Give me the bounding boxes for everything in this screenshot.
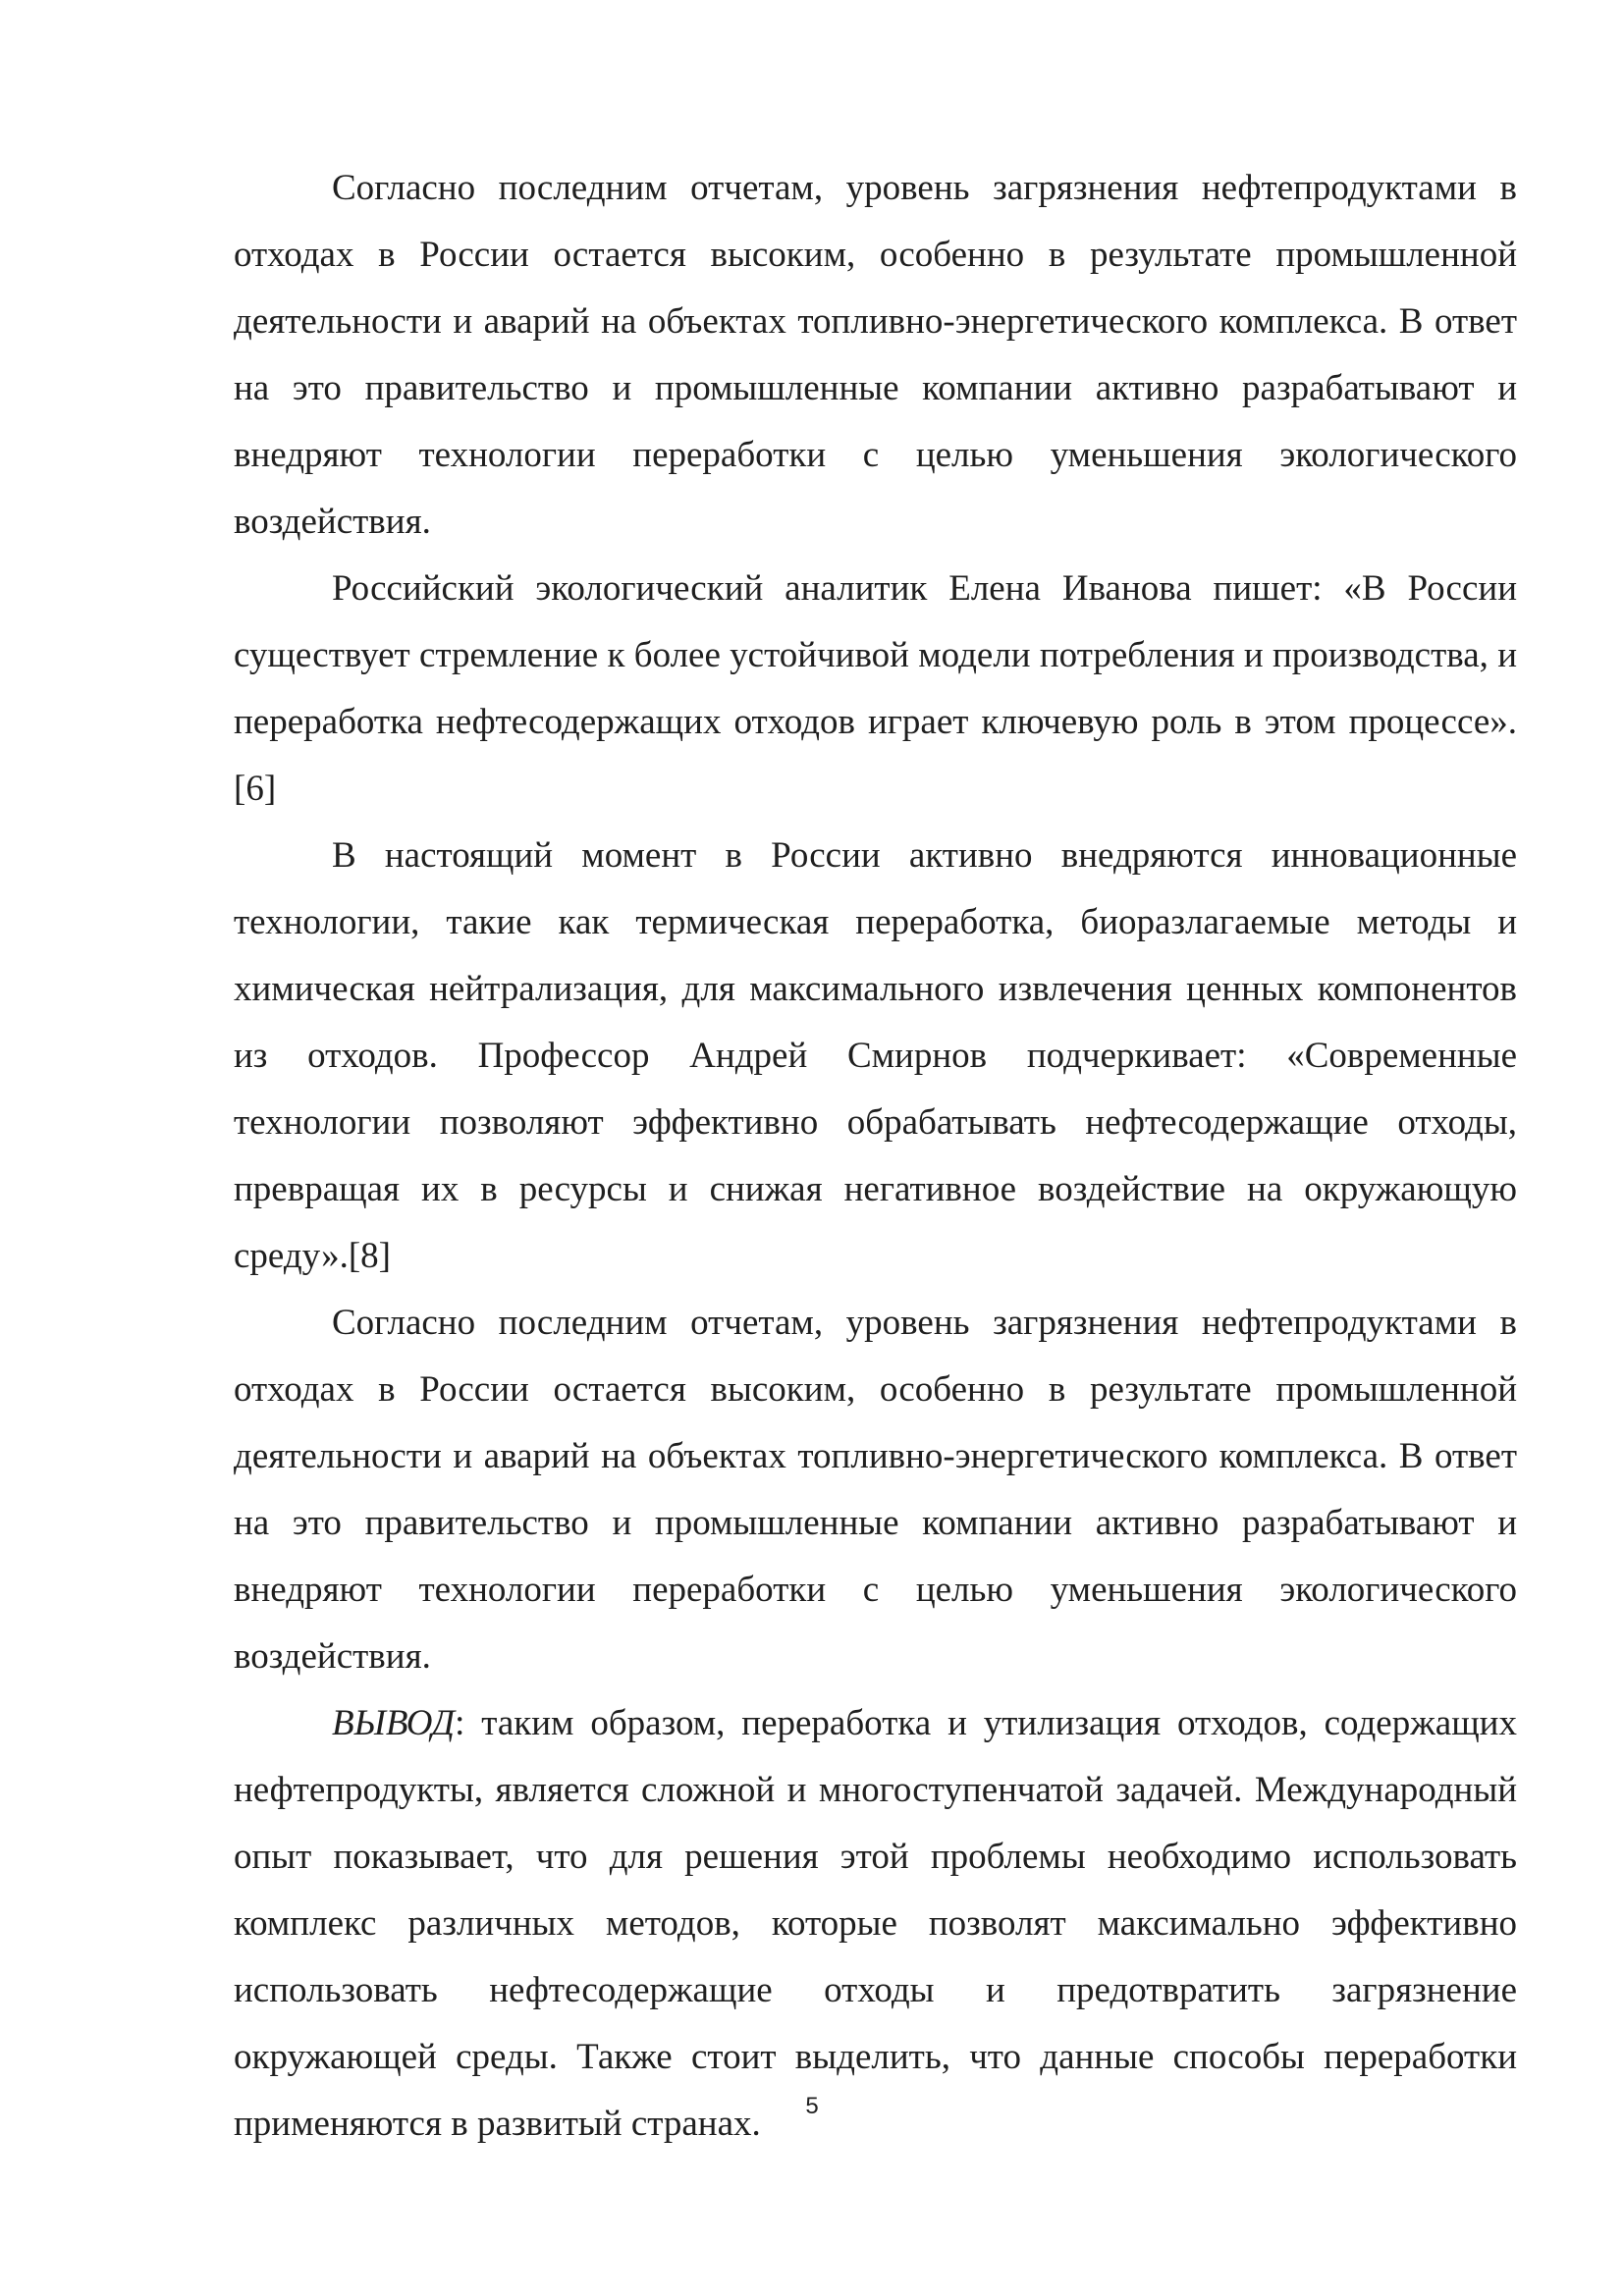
paragraph-innovative-technologies: В настоящий момент в России активно внедряются инновационные технологии, такие как термическая переработка, биоразлагаемые методы и химическая нейтрализация, для максимального извлечения ценных компонентов из отходов. Профессор Андрей Смирнов подчеркивает: «Современные технологии позволяют эффективно обрабатывать нефтесодержащие отходы, превращая их в ресурсы и снижая негативное воздействие на окружающую среду».[8] — [234, 835, 1517, 1276]
body-text — [234, 155, 1517, 2158]
page-number: 5 — [805, 2093, 819, 2119]
paragraph-pollution-reports-repeat: Согласно последним отчетам, уровень загрязнения нефтепродуктами в отходах в России остается высоким, особенно в результате промышленной деятельности и аварий на объектах топливно-энергетического комплекса. В ответ на это правительство и промышленные компании активно разрабатывают и внедряют технологии переработки с целью уменьшения экологического воздействия. — [234, 1303, 1517, 1677]
conclusion-label: ВЫВОД — [332, 1703, 456, 1743]
paragraph-pollution-reports: Согласно последним отчетам, уровень загрязнения нефтепродуктами в отходах в России остается высоким, особенно в результате промышленной деятельности и аварий на объектах топливно-энергетического комплекса. В ответ на это правительство и промышленные компании активно разрабатывают и внедряют технологии переработки с целью уменьшения экологического воздействия. — [234, 168, 1517, 542]
paragraph-ivanova-quote: Российский экологический аналитик Елена Иванова пишет: «В России существует стремление к более устойчивой модели потребления и производства, и переработка нефтесодержащих отходов играет ключевую роль в этом процессе».[6] — [234, 568, 1517, 809]
paragraph-conclusion — [234, 1690, 1517, 2158]
conclusion-text: : таким образом, переработка и утилизация отходов, содержащих нефтепродукты, является сложной и многоступенчатой задачей. Международный опыт показывает, что для решения этой проблемы необходимо использовать комплекс различных методов, которые позволят максимально эффективно использовать нефтесодержащие отходы и предотвратить загрязнение окружающей среды. Также стоит выделить, что данные способы переработки применяются в развитый странах. — [234, 1703, 1517, 2144]
